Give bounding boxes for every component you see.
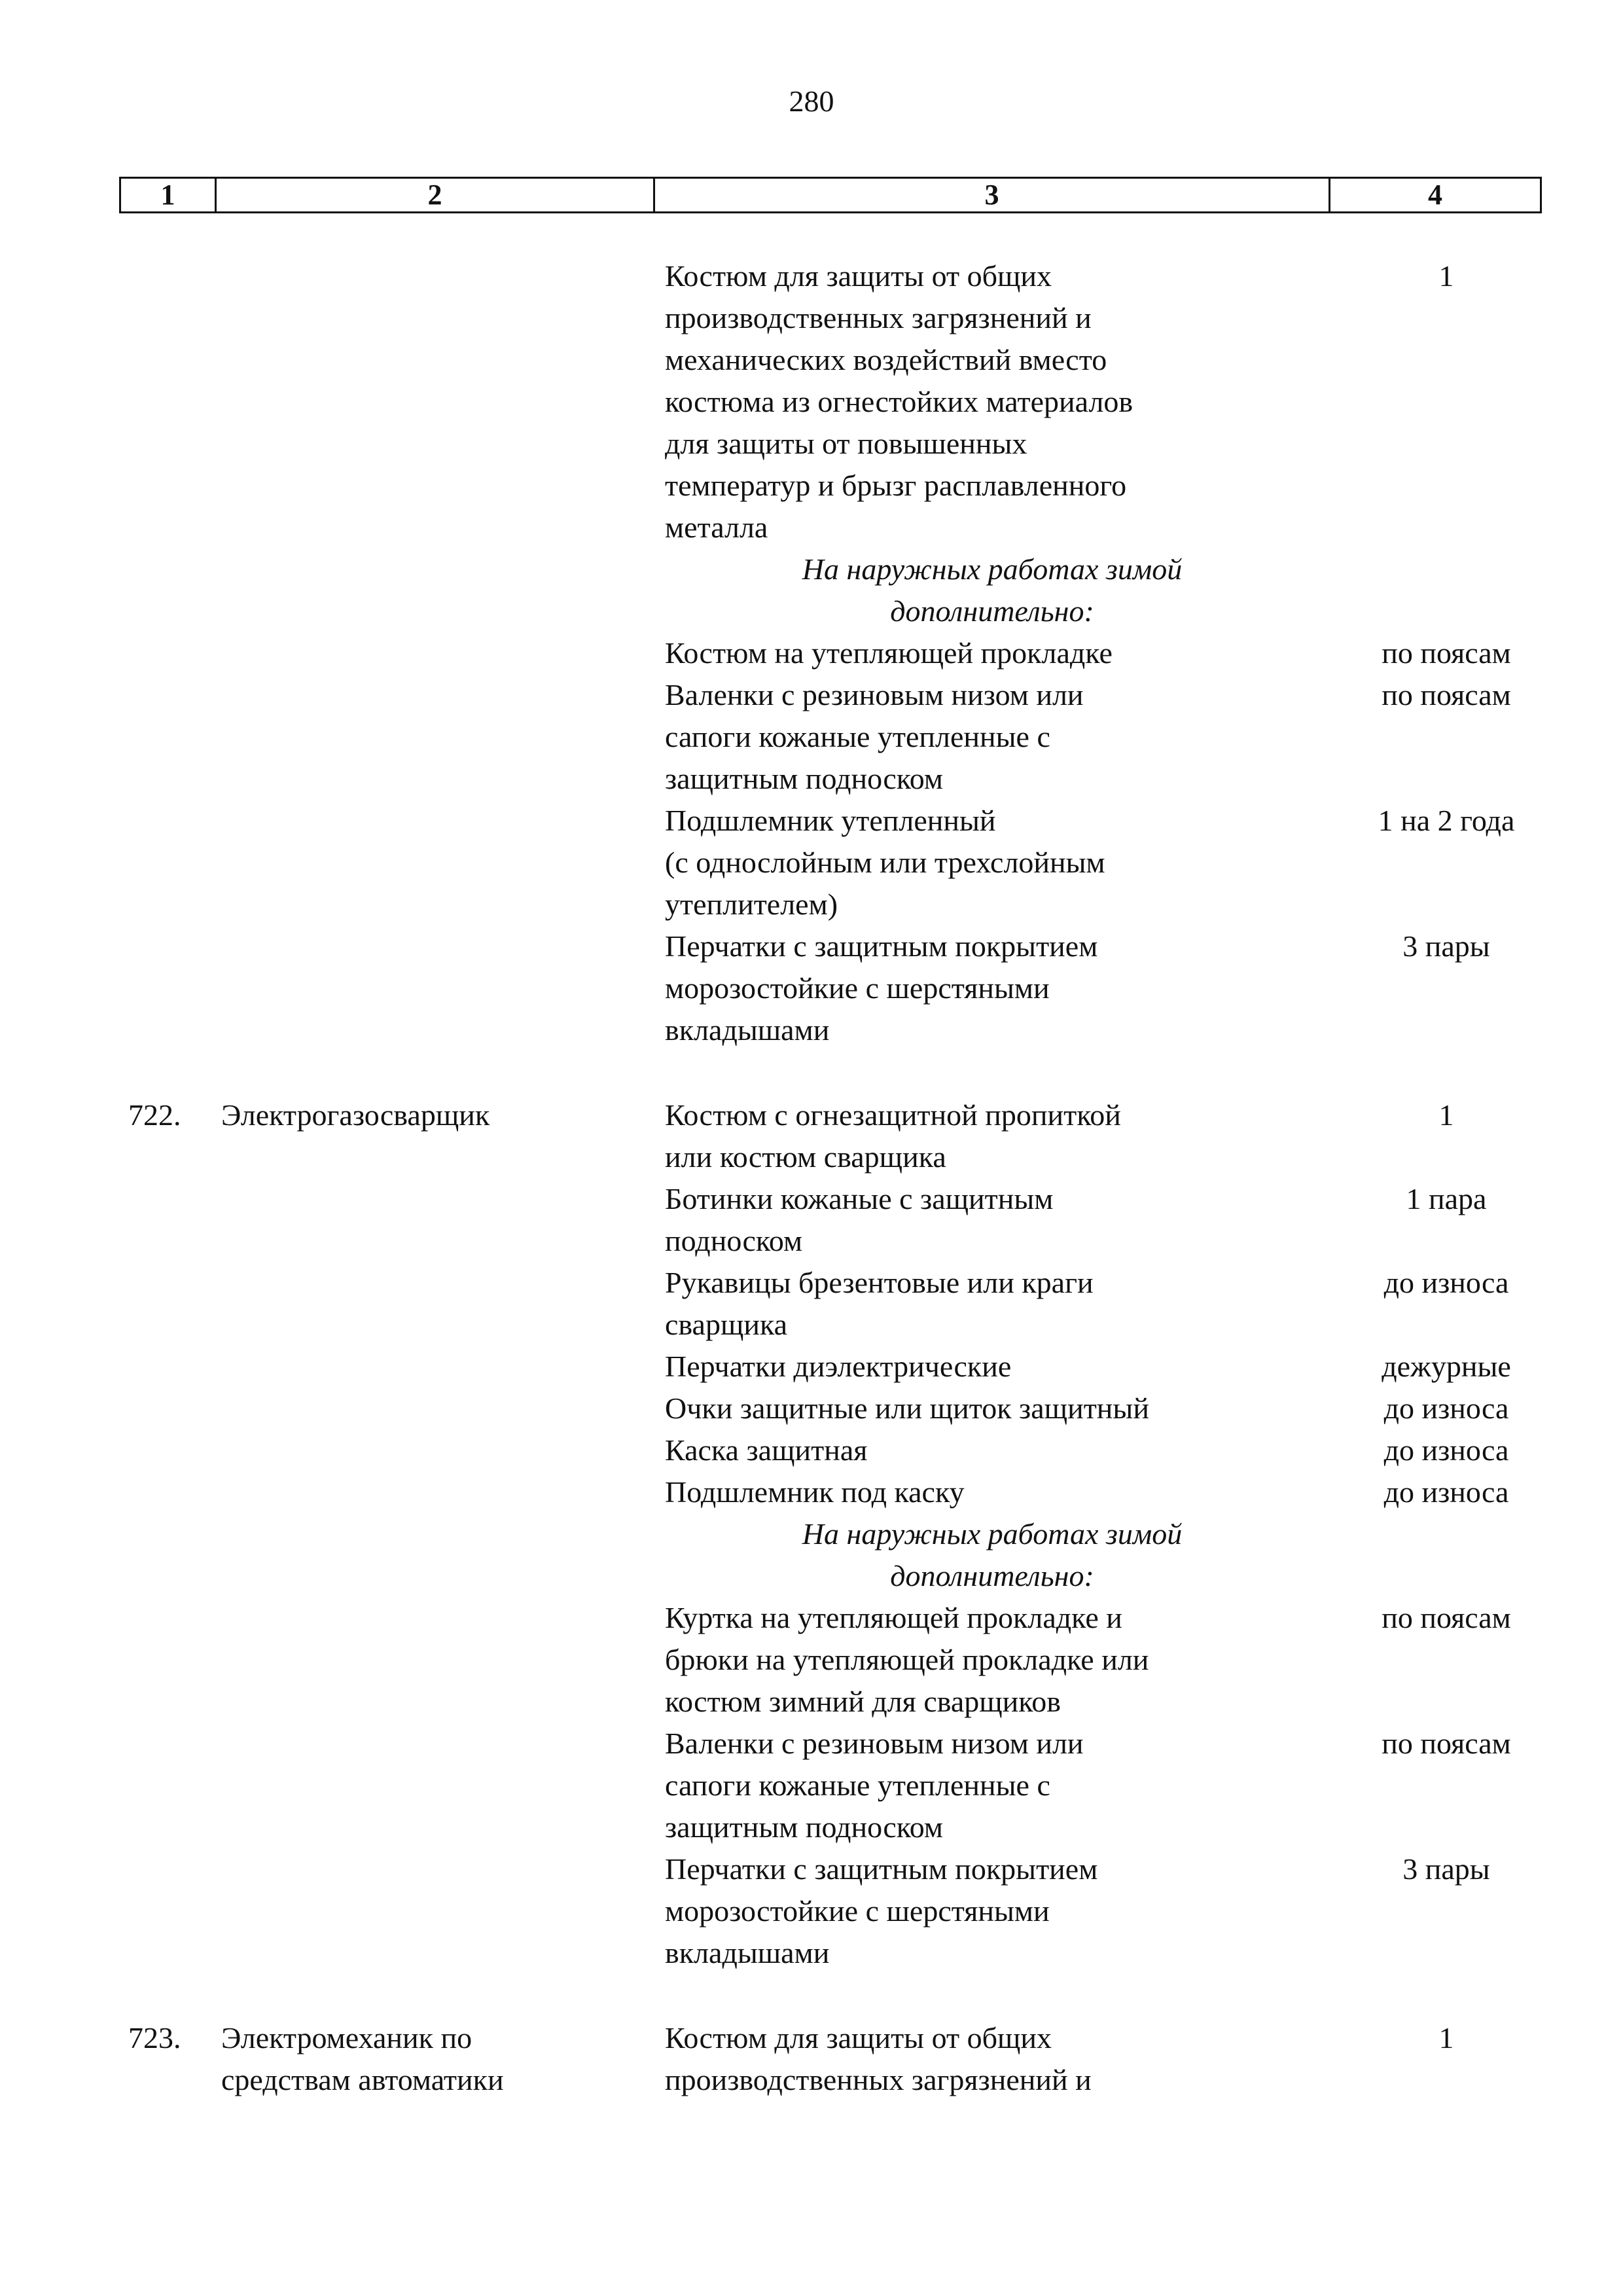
- item-text: Костюм для защиты от общих: [665, 259, 1052, 293]
- item-text: защитным подноском: [665, 762, 943, 795]
- header-col-1: 1: [121, 179, 217, 211]
- item-qty: 1 на 2 года: [1378, 804, 1515, 837]
- item-text: Костюм для защиты от общих: [665, 2021, 1052, 2054]
- item-text: производственных загрязнений и: [665, 301, 1092, 334]
- item-text: металла: [665, 511, 768, 544]
- item-text: Подшлемник утепленный: [665, 804, 996, 837]
- item-qty: до износа: [1383, 1391, 1509, 1425]
- header-col-3: 3: [655, 179, 1330, 211]
- item-qty: по поясам: [1382, 636, 1511, 670]
- item-text: или костюм сварщика: [665, 1140, 946, 1174]
- item-text: Ботинки кожаные с защитным: [665, 1182, 1054, 1215]
- item-text: Перчатки диэлектрические: [665, 1350, 1012, 1383]
- item-qty: 3 пары: [1402, 1852, 1490, 1886]
- winter-note: На наружных работах зимой: [802, 1517, 1183, 1551]
- row-number: 722.: [128, 1098, 181, 1132]
- item-text: (с однослойным или трехслойным: [665, 846, 1105, 879]
- item-text: для защиты от повышенных: [665, 427, 1027, 460]
- item-text: Перчатки с защитным покрытием: [665, 929, 1098, 963]
- profession-name: Электромеханик по: [221, 2021, 473, 2054]
- item-text: Куртка на утепляющей прокладке и: [665, 1601, 1122, 1634]
- item-text: вкладышами: [665, 1013, 830, 1047]
- item-qty: до износа: [1383, 1475, 1509, 1509]
- item-text: Валенки с резиновым низом или: [665, 678, 1084, 711]
- winter-note: дополнительно:: [890, 1559, 1094, 1592]
- item-text: сварщика: [665, 1308, 788, 1341]
- item-qty: по поясам: [1382, 1601, 1511, 1634]
- winter-note: На наружных работах зимой: [802, 552, 1183, 586]
- item-qty: 1 пара: [1406, 1182, 1487, 1215]
- item-text: Перчатки с защитным покрытием: [665, 1852, 1098, 1886]
- item-text: морозостойкие с шерстяными: [665, 971, 1050, 1005]
- item-qty: до износа: [1383, 1433, 1509, 1467]
- item-qty: 1: [1438, 1098, 1454, 1132]
- item-text: температур и брызг расплавленного: [665, 469, 1127, 502]
- row-number: 723.: [128, 2021, 181, 2054]
- item-qty: дежурные: [1382, 1350, 1511, 1383]
- item-text: Костюм с огнезащитной пропиткой: [665, 1098, 1121, 1132]
- profession-name: Электрогазосварщик: [221, 1098, 490, 1132]
- item-text: морозостойкие с шерстяными: [665, 1894, 1050, 1928]
- item-text: вкладышами: [665, 1936, 830, 1969]
- table-header: [119, 177, 1542, 213]
- item-text: Валенки с резиновым низом или: [665, 1727, 1084, 1760]
- item-text: сапоги кожаные утепленные с: [665, 1768, 1050, 1802]
- item-text: Каска защитная: [665, 1433, 868, 1467]
- header-col-4: 4: [1428, 179, 1442, 211]
- page-number: 280: [789, 84, 834, 118]
- item-text: защитным подноском: [665, 1810, 943, 1844]
- item-text: костюм зимний для сварщиков: [665, 1685, 1061, 1718]
- item-text: подноском: [665, 1224, 803, 1257]
- item-text: брюки на утепляющей прокладке или: [665, 1643, 1149, 1676]
- item-text: Очки защитные или щиток защитный: [665, 1391, 1149, 1425]
- item-qty: по поясам: [1382, 1727, 1511, 1760]
- item-text: костюма из огнестойких материалов: [665, 385, 1133, 418]
- item-qty: 3 пары: [1402, 929, 1490, 963]
- item-qty: 1: [1438, 2021, 1454, 2054]
- item-qty: до износа: [1383, 1266, 1509, 1299]
- winter-note: дополнительно:: [890, 594, 1094, 628]
- item-text: Подшлемник под каску: [665, 1475, 965, 1509]
- header-col-2: 2: [217, 179, 655, 211]
- item-qty: по поясам: [1382, 678, 1511, 711]
- item-text: Костюм на утепляющей прокладке: [665, 636, 1113, 670]
- profession-name: средствам автоматики: [221, 2063, 504, 2096]
- item-text: производственных загрязнений и: [665, 2063, 1092, 2096]
- item-qty: 1: [1438, 259, 1454, 293]
- item-text: Рукавицы брезентовые или краги: [665, 1266, 1094, 1299]
- item-text: утеплителем): [665, 888, 838, 921]
- item-text: механических воздействий вместо: [665, 343, 1107, 376]
- item-text: сапоги кожаные утепленные с: [665, 720, 1050, 753]
